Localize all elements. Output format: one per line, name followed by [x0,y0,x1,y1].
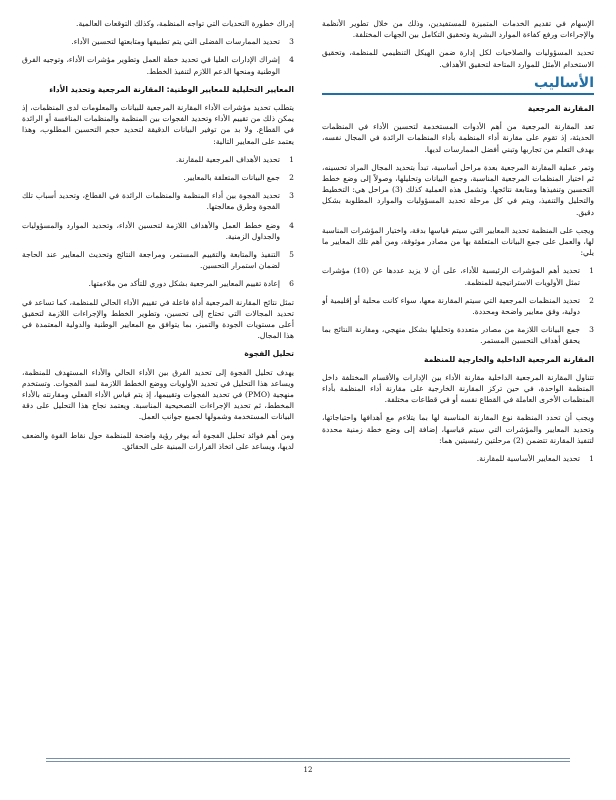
subsection-heading: تحليل الفجوة [244,349,294,359]
numbered-item [322,453,594,464]
numbered-item [322,295,594,317]
item-number: 3 [289,191,294,201]
paragraph: تحديد المسؤوليات والصلاحيات لكل إدارة ضمن الهيكل التنظيمي للمنظمة، وتحقيق الاستخدام الأمثل للموارد المتاحة لتحقيق الأهداف. [322,48,594,69]
item-number: 1 [289,154,294,164]
paragraph: تتناول المقارنة المرجعية الداخلية مقارنة الأداء بين الإدارات والأقسام المختلفة داخل المنظمة الواحدة، في حين تركز المقارنة الخارجية على مقارنة أداء المنظمة بأداء المنظمات الأخرى العاملة في القطاع نفسه أو في قطاعات مختلفة. [322,372,594,405]
paragraph: تعد المقارنة المرجعية من أهم الأدوات المستخدمة لتحسين الأداء في المنظمات الحديثة، إذ تقوم على مقارنة أداء المنظمة بأداء المنظمات الرائدة في المجال نفسه، بهدف التعلم من تجاربها وتبني أفضل الممارسات لديها. [322,122,594,154]
numbered-item [22,154,294,165]
item-text: تحديد الأهداف المرجعية للمقارنة. [175,154,280,164]
section-rule [322,93,594,95]
item-text: تحديد المنظمات المرجعية التي سيتم المقارنة معها، سواء كانت محلية أو إقليمية أو دولية، وفق معايير واضحة ومحددة. [322,295,580,317]
page-number: 12 [303,766,313,774]
right-column [322,18,594,743]
numbered-item [22,36,294,47]
numbered-item [22,172,294,183]
footer-rule [46,761,570,762]
paragraph: يهدف تحليل الفجوة إلى تحديد الفرق بين الأداء الحالي والأداء المستهدف للمنظمة، ويساعد هذا التحليل في تحديد الأولويات ووضع الخطط اللازمة لسد الفجوات. وتستخدم منهجية (PMO) في تحديد الفجوات وتقييمها، إذ يتم قياس الأداء الفعلي ومقارنته بالأداء المخطط، ثم تحديد الإجراءات التصحيحية المناسبة. ويعتمد نجاح هذا التحليل على دقة البيانات المستخدمة وشمولها لجميع جوانب العمل. [22,367,294,422]
item-text: تحديد أهم المؤشرات الرئيسية للأداء، على أن لا يزيد عددها عن (10) مؤشرات تمثل الأولويات الاستراتيجية للمنظمة. [322,266,580,287]
numbered-item [22,249,294,271]
numbered-item [22,278,294,289]
paragraph: ومن أهم فوائد تحليل الفجوة أنه يوفر رؤية واضحة للمنظمة حول نقاط القوة والضعف لديها، ويساعد على اتخاذ القرارات المبنية على الحقائق. [22,430,294,451]
item-number: 1 [589,454,594,464]
subsection-heading: المقارنة المرجعية الداخلية والخارجية للمنظمة [423,354,594,364]
footer-rule [46,758,570,759]
item-number: 2 [289,173,294,183]
paragraph: ويجب أن تحدد المنظمة نوع المقارنة المناسبة لها بما يتلاءم مع أهدافها واحتياجاتها، وتحديد المعايير والمؤشرات التي سيتم قياسها، إضافة إلى وضع خطة زمنية محددة لتنفيذ المقارنة تتضمن (2) مرحلتين رئيسيتين هما: [322,413,594,445]
paragraph: يتطلب تحديد مؤشرات الأداء المقارنة المرجعية للبيانات والمعلومات لدى المنظمات، إذ يمكن ذلك من تقييم الأداء وتحديد الفجوات بين المنظمة والمنظمات المنافسة أو الرائدة في القطاع. ولا بد من توفير البيانات الدقيقة لتحديد حجم التحسين المطلوب، وهذا يعتمد على المعايير التالية: [22,103,294,146]
numbered-item [22,220,294,242]
item-number: 5 [289,250,294,260]
numbered-item [322,324,594,346]
paragraph: ويجب على المنظمة تحديد المعايير التي سيتم قياسها بدقة، واختيار المؤشرات المناسبة لها، والعمل على جمع البيانات المتعلقة بها من مصادر موثوقة، ومن أهم تلك المعايير ما يلي: [322,225,594,258]
item-text: جمع البيانات المتعلقة بالمعايير. [183,173,280,183]
item-number: 3 [289,37,294,47]
item-number: 4 [289,55,294,65]
item-number: 6 [289,279,294,289]
subsection-heading: المعايير التحليلية للمعايير الوطنية: المقارنة المرجعية وتحديد الأداء [49,84,294,94]
paragraph: الإسهام في تقديم الخدمات المتميزة للمستفيدين، وذلك من خلال تطوير الأنظمة والإجراءات ورفع كفاءة الموارد البشرية وتحقيق التكامل بين الجهات المختلفة. [322,19,594,40]
numbered-item [22,54,294,76]
item-number: 3 [589,325,594,335]
numbered-item [22,190,294,212]
paragraph: إدراك خطورة التحديات التي تواجه المنظمة، وكذلك التوقعات العالمية. [76,19,294,28]
item-text: تحديد المعايير الأساسية للمقارنة. [476,454,580,464]
item-number: 1 [589,266,594,276]
paragraph: وتمر عملية المقارنة المرجعية بعدة مراحل أساسية، تبدأ بتحديد المجال المراد تحسينه، ثم اختيار المنظمات المرجعية المناسبة، وجمع البيانات وتحليلها، وصولاً إلى وضع خطط التحسين وتنفيذها ومتابعة نتائجها. وتشمل هذه العملية كذلك (3) مراحل هي: التخطيط والتحليل والتنفيذ، ويتم في كل مرحلة تحديد المسؤوليات والموارد المطلوبة بشكل دقيق. [322,162,594,217]
item-text: إعادة تقييم المعايير المرجعية بشكل دوري للتأكد من ملاءمتها. [88,279,280,289]
item-text: وضع خطط العمل والأهداف اللازمة لتحسين الأداء، وتحديد الموارد والمسؤوليات والجداول الزمنية. [22,220,280,241]
item-number: 2 [589,295,594,305]
left-column [22,18,294,743]
numbered-item [322,265,594,287]
paragraph: تمثل نتائج المقارنة المرجعية أداة فاعلة في تقييم الأداء الحالي للمنظمة، كما تساعد في تحديد المجالات التي تحتاج إلى تحسين، وتطوير الخطط والإجراءات اللازمة لتحقيق أعلى مستويات الجودة والتميز، بما يتوافق مع المعايير الوطنية والدولية المعتمدة في هذا المجال. [22,297,294,341]
section-heading: الأساليب [533,74,594,91]
item-text: جمع البيانات اللازمة من مصادر متعددة وتحليلها بشكل منهجي، ومقارنة النتائج بما يحقق أهداف التحسين المستمر. [322,325,580,346]
item-number: 4 [289,220,294,230]
item-text: إشراك الإدارات العليا في تحديد خطة العمل وتطوير مؤشرات الأداء، وتوجيه الفرق الوطنية ومنحها الدعم اللازم لتنفيذ الخطط. [22,55,280,76]
item-text: تحديد الممارسات الفضلى التي يتم تطبيقها ومتابعتها لتحسين الأداء. [71,37,280,47]
item-text: التنفيذ والمتابعة والتقييم المستمر، ومراجعة النتائج وتحديث المعايير عند الحاجة لضمان استمرار التحسين. [22,250,280,271]
item-text: تحديد الفجوة بين أداء المنظمة والمنظمات الرائدة في القطاع، وتحديد أسباب تلك الفجوة وطرق معالجتها. [22,191,280,212]
subsection-heading: المقارنة المرجعية [527,104,594,114]
